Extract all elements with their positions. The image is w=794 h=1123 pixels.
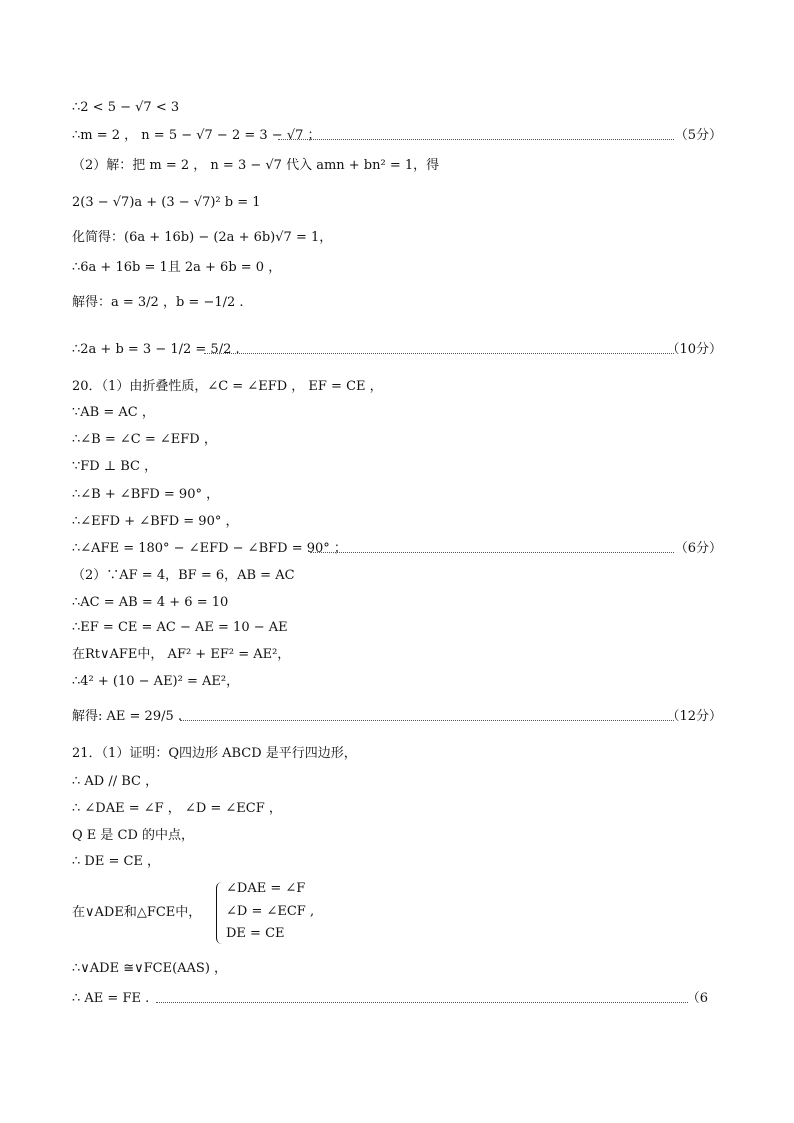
line-6: ∴6a + 16b = 1且 2a + 6b = 0 ，: [72, 260, 282, 275]
score-12: （12分）: [666, 709, 722, 724]
line-19: 在Rt∨AFE中， AF² + EF² = AE²，: [72, 647, 291, 662]
line-11: ∴∠B = ∠C = ∠EFD ，: [72, 432, 217, 447]
line-4: 2(3 − √7)a + (3 − √7)² b = 1: [72, 195, 261, 210]
line-14: ∴∠EFD + ∠BFD = 90° ，: [72, 514, 239, 529]
line-8: ∴2a + b = 3 − 1/2 = 5/2 .: [72, 342, 240, 357]
line-10: ∵AB = AC ，: [72, 405, 155, 420]
line-9: 20．（1）由折叠性质，∠C = ∠EFD ， EF = CE ，: [72, 379, 383, 394]
line-1: ∴2 < 5 − √7 < 3: [72, 100, 180, 115]
line-24: ∴ ∠DAE = ∠F ， ∠D = ∠ECF ，: [72, 801, 282, 816]
line-29: ∴ AE = FE .: [72, 991, 150, 1006]
line-16: （2）∵AF = 4，BF = 6，AB = AC: [72, 568, 295, 583]
line-5: 化简得：(6a + 16b) − (2a + 6b)√7 = 1，: [72, 230, 333, 245]
leader-dots: [180, 719, 674, 721]
score-6: （6分）: [674, 541, 722, 556]
score-5: （5分）: [674, 128, 722, 143]
line-2: ∴m = 2 ， n = 5 − √7 − 2 = 3 − √7 ；: [72, 128, 321, 143]
line-3: （2）解：把 m = 2 ， n = 3 − √7 代入 amn + bn² = 1，得: [72, 158, 440, 173]
line-15: ∴∠AFE = 180° − ∠EFD − ∠BFD = 90° ；: [72, 541, 347, 556]
system-row-3: DE = CE: [226, 926, 285, 941]
line-18: ∴EF = CE = AC − AE = 10 − AE: [72, 620, 288, 635]
score-10: （10分）: [666, 342, 722, 357]
line-22: 21．（1）证明：Q四边形 ABCD 是平行四边形，: [72, 746, 357, 761]
system-row-2: ∠D = ∠ECF ,: [226, 904, 315, 919]
line-26: ∴ DE = CE ，: [72, 854, 161, 869]
line-21: 解得: AE = 29/5 .: [72, 709, 183, 724]
score-6-truncated: （6: [686, 991, 708, 1006]
line-27-prefix: 在∨ADE和△FCE中，: [72, 905, 202, 920]
leader-dots: [310, 551, 674, 553]
line-20: ∴4² + (10 − AE)² = AE²，: [72, 674, 240, 689]
leader-dots: [156, 1001, 688, 1003]
leader-dots: [278, 138, 674, 140]
line-23: ∴ AD // BC ，: [72, 774, 159, 789]
line-7: 解得：a = 3/2 ，b = −1/2 .: [72, 295, 244, 310]
line-17: ∴AC = AB = 4 + 6 = 10: [72, 595, 229, 610]
line-28: ∴∨ADE ≅∨FCE(AAS) ，: [72, 961, 228, 976]
line-12: ∵FD ⊥ BC ，: [72, 459, 158, 474]
leader-dots: [204, 352, 674, 354]
line-25: Q E 是 CD 的中点，: [72, 828, 195, 843]
system-row-1: ∠DAE = ∠F: [226, 881, 306, 896]
line-13: ∴∠B + ∠BFD = 90° ，: [72, 487, 220, 502]
brace: [216, 882, 223, 944]
